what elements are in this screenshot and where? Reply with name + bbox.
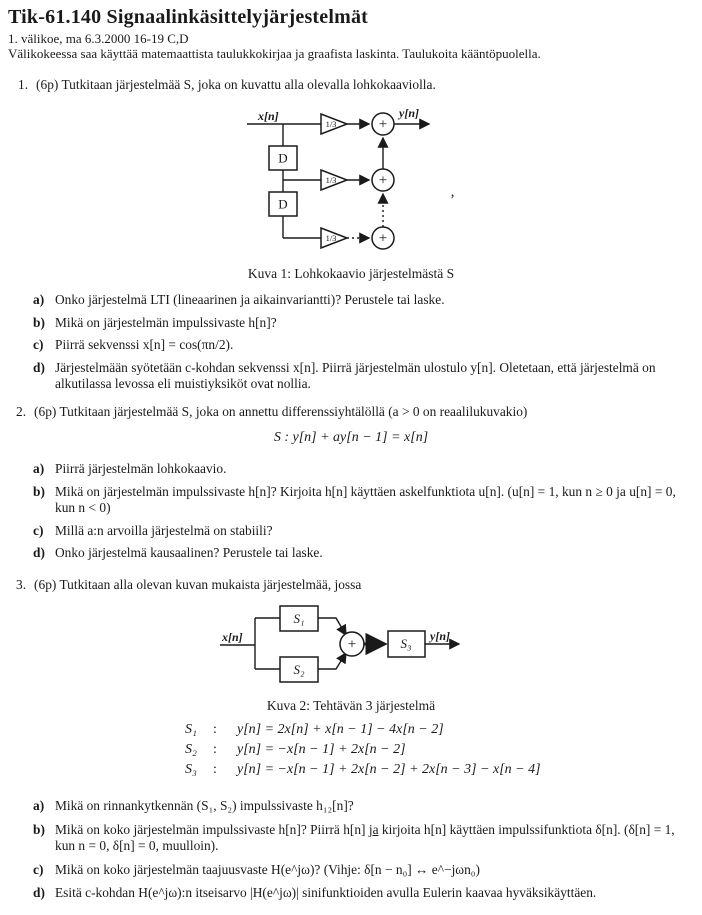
problem1-statement	[18, 77, 690, 94]
item-label: d)	[33, 885, 45, 900]
problem1-item-b	[33, 315, 695, 332]
equation-body: y[n] = 2x[n] + x[n − 1] − 4x[n − 2]	[237, 722, 444, 737]
course-title: Tik-61.140 Signaalinkäsittelyjärjestelmät	[8, 6, 369, 28]
system-equation-s3	[185, 762, 541, 782]
item-label: c)	[33, 861, 44, 877]
item-text: Järjestelmään syötetään c-kohdan sekvenssi x[n]. Piirrä järjestelmän ulostulo y[n]. Oletetaan, että järjestelmä on alkutilassa levossa eli muistiyksiköt ovat nollia.	[55, 359, 656, 391]
item-label: b)	[33, 821, 45, 837]
problem1-text: (6p) Tutkitaan järjestelmää S, joka on kuvattu alla olevalla lohkokaaviolla.	[36, 77, 436, 92]
problem2-items	[33, 461, 695, 568]
gain-label-2: 1/3	[325, 175, 337, 185]
item-text: Onko järjestelmä kausaalinen? Perustele tai laske.	[55, 545, 323, 560]
problem3-number: 3.	[16, 577, 27, 592]
problem1-number: 1.	[18, 77, 29, 92]
problem2-item-c	[33, 523, 695, 540]
item-label: a)	[33, 292, 45, 307]
equation-body: y[n] = −x[n − 1] + 2x[n − 2]	[237, 742, 406, 757]
problem1-item-c	[33, 337, 695, 354]
problem1-item-a	[33, 292, 695, 309]
problem2-statement	[16, 404, 688, 421]
input-signal-label: x[n]	[258, 109, 279, 123]
gain-label-3: 1/3	[325, 233, 337, 243]
item-text: Piirrä sekvenssi x[n] = cos(πn/2).	[55, 337, 234, 352]
item-text: Mikä on koko järjestelmän taajuusvaste H(e^jω)? (Vihje: δ[n − n₀] ↔ e^−jωn₀)	[55, 861, 480, 877]
input-signal-label: x[n]	[222, 630, 243, 644]
s2-to-adder-wire	[318, 653, 346, 669]
plus-icon: +	[378, 116, 388, 133]
output-signal-label: y[n]	[430, 629, 450, 643]
figure2-caption: Kuva 2: Tehtävän 3 järjestelmä	[266, 698, 436, 713]
problem1-item-d	[33, 360, 695, 393]
equation-name: S₃	[185, 762, 197, 777]
item-text: Piirrä järjestelmän lohkokaavio.	[55, 461, 227, 476]
system-equation-s2	[185, 742, 541, 762]
exam-info: 1. välikoe, ma 6.3.2000 16-19 C,D	[8, 31, 189, 46]
problem3-statement	[16, 577, 688, 594]
problem3-item-d	[33, 885, 695, 902]
problem3-text: (6p) Tutkitaan alla olevan kuvan mukaista järjestelmää, jossa	[34, 577, 362, 592]
delay-label-1: D	[278, 150, 288, 166]
plus-icon: +	[378, 230, 388, 247]
underlined-word: ja	[368, 821, 379, 837]
problem3-item-a	[33, 798, 695, 815]
equation-separator: :	[213, 762, 217, 777]
figure1-caption: Kuva 1: Lohkokaavio järjestelmästä S	[247, 266, 455, 281]
equation-name: S₁	[185, 722, 197, 737]
item-text-part: Mikä on koko järjestelmän impulssivaste h[n]? Piirrä h[n]	[55, 821, 369, 837]
item-text: Mikä on järjestelmän impulssivaste h[n]?	[55, 314, 277, 330]
block-diagram-figure1	[243, 103, 473, 263]
problem3-item-c	[33, 862, 695, 879]
problem3-items	[33, 798, 695, 909]
item-text: Mikä on rinnankytkennän (S₁, S₂) impulssivaste h₁₂[n]?	[55, 798, 354, 813]
equation-separator: :	[213, 722, 217, 737]
plus-icon: +	[347, 636, 357, 653]
s1-to-adder-wire	[318, 618, 346, 635]
item-label: d)	[33, 545, 45, 560]
s1-label: S₁	[293, 611, 305, 626]
s3-label: S₃	[400, 636, 412, 651]
problem3-system-equations	[185, 722, 541, 782]
problem3-item-b	[33, 822, 695, 855]
gain-label-1: 1/3	[325, 119, 337, 129]
problem2-difference-equation: S : y[n] + ay[n − 1] = x[n]	[273, 430, 429, 445]
block-diagram-figure2	[218, 598, 468, 693]
problem2-number: 2.	[16, 404, 27, 419]
s2-label: S₂	[293, 662, 305, 677]
output-signal-label: y[n]	[399, 106, 419, 120]
equation-name: S₂	[185, 742, 197, 757]
equation-body: y[n] = −x[n − 1] + 2x[n − 2] + 2x[n − 3] − x[n − 4]	[237, 762, 541, 777]
item-text: Millä a:n arvoilla järjestelmä on stabiili?	[55, 522, 273, 538]
problem1-items	[33, 292, 695, 399]
problem2-item-b	[33, 484, 695, 517]
item-label: a)	[33, 798, 45, 813]
plus-icon: +	[378, 172, 388, 189]
item-text: Mikä on järjestelmän impulssivaste h[n]? Kirjoita h[n] käyttäen askelfunktiota u[n]. (u[n] = 1, kun n ≥ 0 ja u[n] = 0, kun n < 0)	[55, 483, 676, 515]
item-label: a)	[33, 461, 45, 476]
equation-separator: :	[213, 742, 217, 757]
item-text	[55, 822, 695, 855]
item-label: b)	[33, 483, 45, 499]
exam-note: Välikokeessa saa käyttää matemaattista taulukkokirjaa ja graafista laskinta. Taulukoita kääntöpuolella.	[8, 46, 541, 61]
item-label: d)	[33, 359, 45, 375]
scan-artifact-mark: ’	[450, 192, 455, 208]
item-label: c)	[33, 337, 44, 352]
item-text: Esitä c-kohdan H(e^jω):n itseisarvo |H(e^jω)| sinifunktioiden avulla Eulerin kaavaa hyväksikäyttäen.	[55, 885, 597, 900]
problem2-item-d	[33, 545, 695, 562]
item-text: Onko järjestelmä LTI (lineaarinen ja aikainvariantti)? Perustele tai laske.	[55, 292, 445, 307]
item-label: b)	[33, 314, 45, 330]
item-label: c)	[33, 522, 44, 538]
problem2-text: (6p) Tutkitaan järjestelmää S, joka on annettu differenssiyhtälöllä (a > 0 on reaalilukuvakio)	[34, 404, 528, 419]
delay-label-2: D	[278, 196, 288, 212]
item-text-part: kirjoita h[n] käyttäen impulssifunktiota δ[n]. (δ[n] = 1, kun n = 0, δ[n] = 0, muulloin).	[55, 821, 675, 853]
problem2-item-a	[33, 461, 695, 478]
system-equation-s1	[185, 722, 541, 742]
